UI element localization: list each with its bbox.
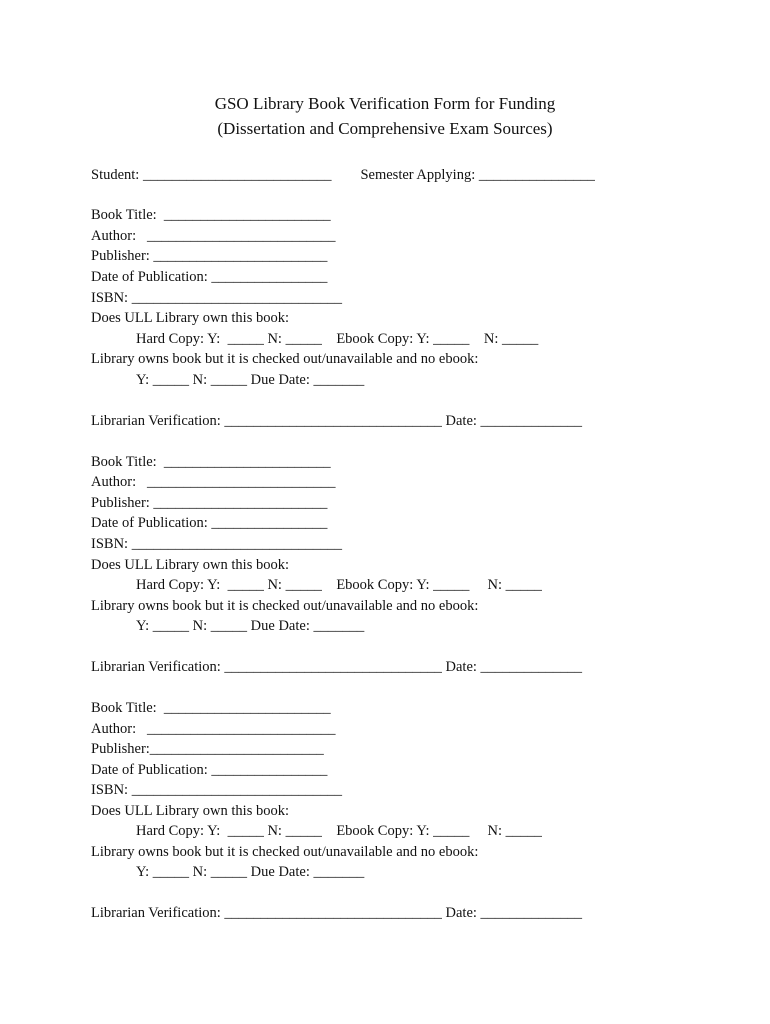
isbn-field: ISBN: _____________________________	[91, 290, 342, 306]
librarian-verification-row: Librarian Verification: ______________________________ Date: ______________	[91, 413, 583, 429]
author-field: Author: __________________________	[91, 721, 336, 737]
isbn-field: ISBN: _____________________________	[91, 536, 342, 552]
student-semester-row: Student: __________________________ Semester Applying: ________________	[91, 167, 595, 183]
publisher-field: Publisher: ________________________	[91, 248, 328, 264]
author-field: Author: __________________________	[91, 228, 336, 244]
ull-ownership-question: Does ULL Library own this book:	[91, 310, 290, 326]
due-date-row: Y: _____ N: _____ Due Date: _______	[136, 618, 365, 634]
publication-date-field: Date of Publication: ________________	[91, 269, 328, 285]
book-title-field: Book Title: _______________________	[91, 700, 331, 716]
author-field: Author: __________________________	[91, 474, 336, 490]
ull-ownership-question: Does ULL Library own this book:	[91, 803, 290, 819]
checked-out-note: Library owns book but it is checked out/unavailable and no ebook:	[91, 844, 479, 860]
publisher-field: Publisher:________________________	[91, 741, 324, 757]
publication-date-field: Date of Publication: ________________	[91, 515, 328, 531]
book-title-field: Book Title: _______________________	[91, 454, 331, 470]
copy-availability-row: Hard Copy: Y: _____ N: _____ Ebook Copy: Y: _____ N: _____	[136, 577, 542, 593]
form-title: GSO Library Book Verification Form for Funding	[214, 94, 556, 113]
librarian-verification-row: Librarian Verification: ______________________________ Date: ______________	[91, 905, 583, 921]
copy-availability-row: Hard Copy: Y: _____ N: _____ Ebook Copy: Y: _____ N: _____	[136, 823, 542, 839]
copy-availability-row: Hard Copy: Y: _____ N: _____ Ebook Copy: Y: _____ N: _____	[136, 331, 539, 347]
due-date-row: Y: _____ N: _____ Due Date: _______	[136, 372, 365, 388]
librarian-verification-row: Librarian Verification: ______________________________ Date: ______________	[91, 659, 583, 675]
book-title-field: Book Title: _______________________	[91, 207, 331, 223]
due-date-row: Y: _____ N: _____ Due Date: _______	[136, 864, 365, 880]
isbn-field: ISBN: _____________________________	[91, 782, 342, 798]
checked-out-note: Library owns book but it is checked out/unavailable and no ebook:	[91, 598, 479, 614]
ull-ownership-question: Does ULL Library own this book:	[91, 557, 290, 573]
checked-out-note: Library owns book but it is checked out/unavailable and no ebook:	[91, 351, 479, 367]
publisher-field: Publisher: ________________________	[91, 495, 328, 511]
publication-date-field: Date of Publication: ________________	[91, 762, 328, 778]
form-subtitle: (Dissertation and Comprehensive Exam Sources)	[217, 119, 553, 138]
